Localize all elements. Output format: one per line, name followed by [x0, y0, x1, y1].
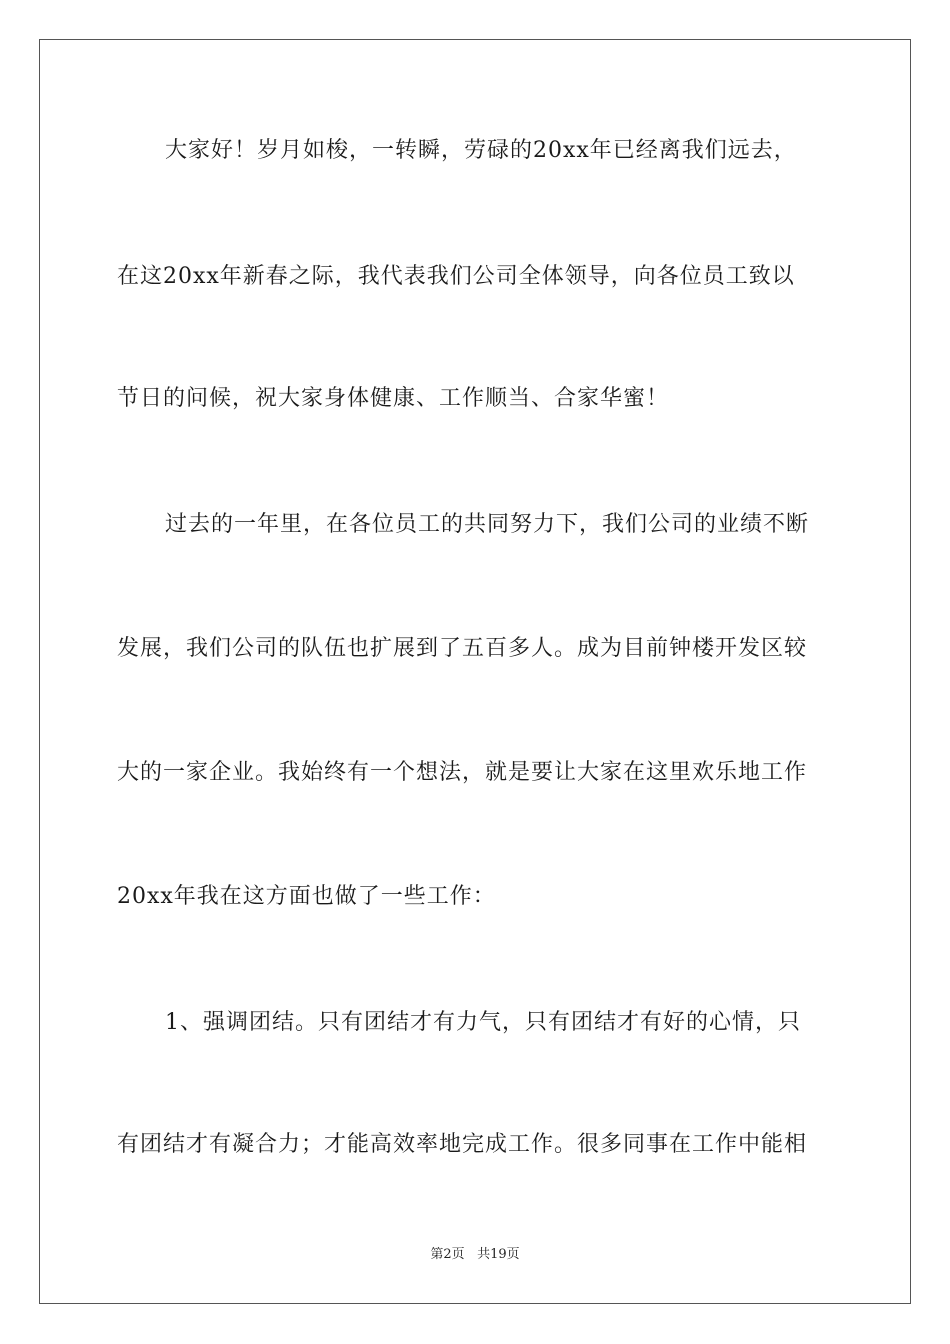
body-line: 发展，我们公司的队伍也扩展到了五百多人。成为目前钟楼开发区较	[117, 636, 808, 661]
body-line: 20xx年我在这方面也做了一些工作：	[117, 884, 496, 909]
body-line: 过去的一年里，在各位员工的共同努力下，我们公司的业绩不断	[165, 512, 810, 537]
body-line: 有团结才有凝合力；才能高效率地完成工作。很多同事在工作中能相	[117, 1132, 808, 1157]
body-line: 大的一家企业。我始终有一个想法，就是要让大家在这里欢乐地工作	[117, 760, 808, 785]
page-frame	[39, 39, 911, 1304]
page-footer	[0, 1246, 950, 1264]
page-number-current: 第2页	[430, 1247, 465, 1262]
body-line: 大家好！岁月如梭，一转瞬，劳碌的20xx年已经离我们远去，	[165, 138, 797, 163]
page-number-total: 共19页	[477, 1247, 520, 1262]
body-line: 在这20xx年新春之际，我代表我们公司全体领导，向各位员工致以	[117, 264, 795, 289]
body-line: 节日的问候，祝大家身体健康、工作顺当、合家华蜜！	[117, 386, 670, 411]
body-line: 1、强调团结。只有团结才有力气，只有团结才有好的心情，只	[165, 1010, 801, 1035]
